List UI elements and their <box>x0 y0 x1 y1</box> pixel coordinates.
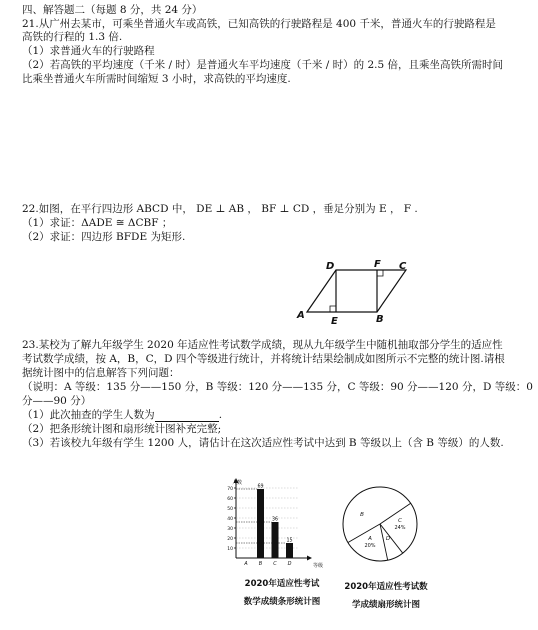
bar-chart <box>222 474 337 574</box>
q21-line-2: 高铁的行程的 1.3 倍. <box>22 31 123 43</box>
q22-part-1: （1）求证：ΔADE ≅ ΔCBF ； <box>22 217 173 229</box>
bar-data-label: 69 <box>257 484 264 490</box>
x-axis-label: 等级 <box>313 563 324 569</box>
pie-slice-label: D <box>385 536 391 542</box>
parallelogram-figure <box>295 256 415 328</box>
bar-data-label: 15 <box>286 538 293 544</box>
q23-line-4: （说明：A 等级：135 分——150 分，B 等级：120 分——135 分，C 等级：90 分——120 分，D 等级：0 <box>22 381 533 393</box>
q21-part-2b: 比乘坐普通火车所需时间缩短 3 小时，求高铁的平均速度. <box>22 73 291 85</box>
pie-caption-line-1: 2020年适应性考试数 <box>344 582 428 592</box>
x-tick-label: D <box>287 561 292 567</box>
q21-part-2a: （2）若高铁的平均速度（千米 / 时）是普通火车平均速度（千米 / 时）的 2.5 倍，且乘坐高铁所需时间 <box>22 59 503 71</box>
x-axis-arrow <box>307 556 312 561</box>
label-d: D <box>326 261 335 272</box>
bar-data-label: 36 <box>271 517 279 523</box>
bar <box>257 489 264 558</box>
pie-slice-label: A <box>368 536 372 542</box>
pie-caption-line-2: 学成绩扇形统计图 <box>351 600 420 610</box>
q23-part-1-text: （1）此次抽查的学生人数为 <box>22 409 155 421</box>
q23-part-2: （2）把条形统计图和扇形统计图补充完整; <box>22 423 222 435</box>
y-tick-label: 30 <box>227 527 233 532</box>
y-tick-label: 40 <box>227 517 233 522</box>
y-tick-label: 50 <box>227 507 233 512</box>
y-tick-label: 20 <box>227 537 233 542</box>
pie-slice-label: C <box>398 518 402 524</box>
bar-chart-caption <box>222 578 342 608</box>
bar-caption-line-2: 数学成绩条形统计图 <box>243 597 321 607</box>
bar <box>286 543 293 558</box>
y-axis-label: 人数 <box>232 480 243 486</box>
label-e: E <box>331 316 338 327</box>
q23-line-5: 分——90 分） <box>22 395 92 407</box>
answer-blank <box>155 410 219 422</box>
q22-line-1: 22.如图，在平行四边形 ABCD 中， DE ⊥ AB ， BF ⊥ CD ，垂足分别为 E ， F . <box>22 203 418 215</box>
label-f: F <box>374 259 381 270</box>
q23-part-1-end: . <box>218 409 223 421</box>
section-title: 四、解答题二（每题 8 分，共 24 分） <box>22 4 203 16</box>
q23-line-1: 23.某校为了解九年级学生 2020 年适应性考试数学成绩，现从九年级学生中随机抽取部分学生的适应性 <box>22 339 503 351</box>
pie-chart <box>340 484 420 564</box>
label-a: A <box>297 310 305 321</box>
x-tick-label: B <box>258 561 263 567</box>
y-tick-label: 60 <box>227 497 233 502</box>
bar-caption-line-1: 2020年适应性考试 <box>244 579 320 589</box>
label-b: B <box>376 314 384 325</box>
pie-value-label: 24% <box>394 525 406 531</box>
pie-chart-caption <box>336 581 436 611</box>
q23-line-2: 考试数学成绩，按 A，B，C，D 四个等级进行统计，并将统计结果绘制成如图所示不完整的统计图.请根 <box>22 353 505 365</box>
pie-value-label: 20% <box>364 543 376 549</box>
y-tick-label: 70 <box>227 487 233 492</box>
q23-part-1 <box>22 409 222 422</box>
q21-part-1: （1）求普通火车的行驶路程 <box>22 45 155 57</box>
bar <box>272 522 279 558</box>
q22-part-2: （2）求证：四边形 BFDE 为矩形. <box>22 231 186 243</box>
x-tick-label: A <box>244 561 248 567</box>
x-tick-label: C <box>273 561 277 567</box>
q21-line-1: 21.从广州去某市，可乘坐普通火车或高铁，已知高铁的行驶路程是 400 千米，普通火车的行驶路程是 <box>22 18 496 30</box>
label-c: C <box>399 261 407 272</box>
q23-line-3: 据统计图中的信息解答下列问题： <box>22 367 180 379</box>
pie-slice-label: B <box>360 512 364 518</box>
y-tick-label: 10 <box>227 547 233 552</box>
q23-part-3: （3）若该校九年级有学生 1200 人，请估计在这次适应性考试中达到 B 等级以上（含 B 等级）的人数. <box>22 437 504 449</box>
